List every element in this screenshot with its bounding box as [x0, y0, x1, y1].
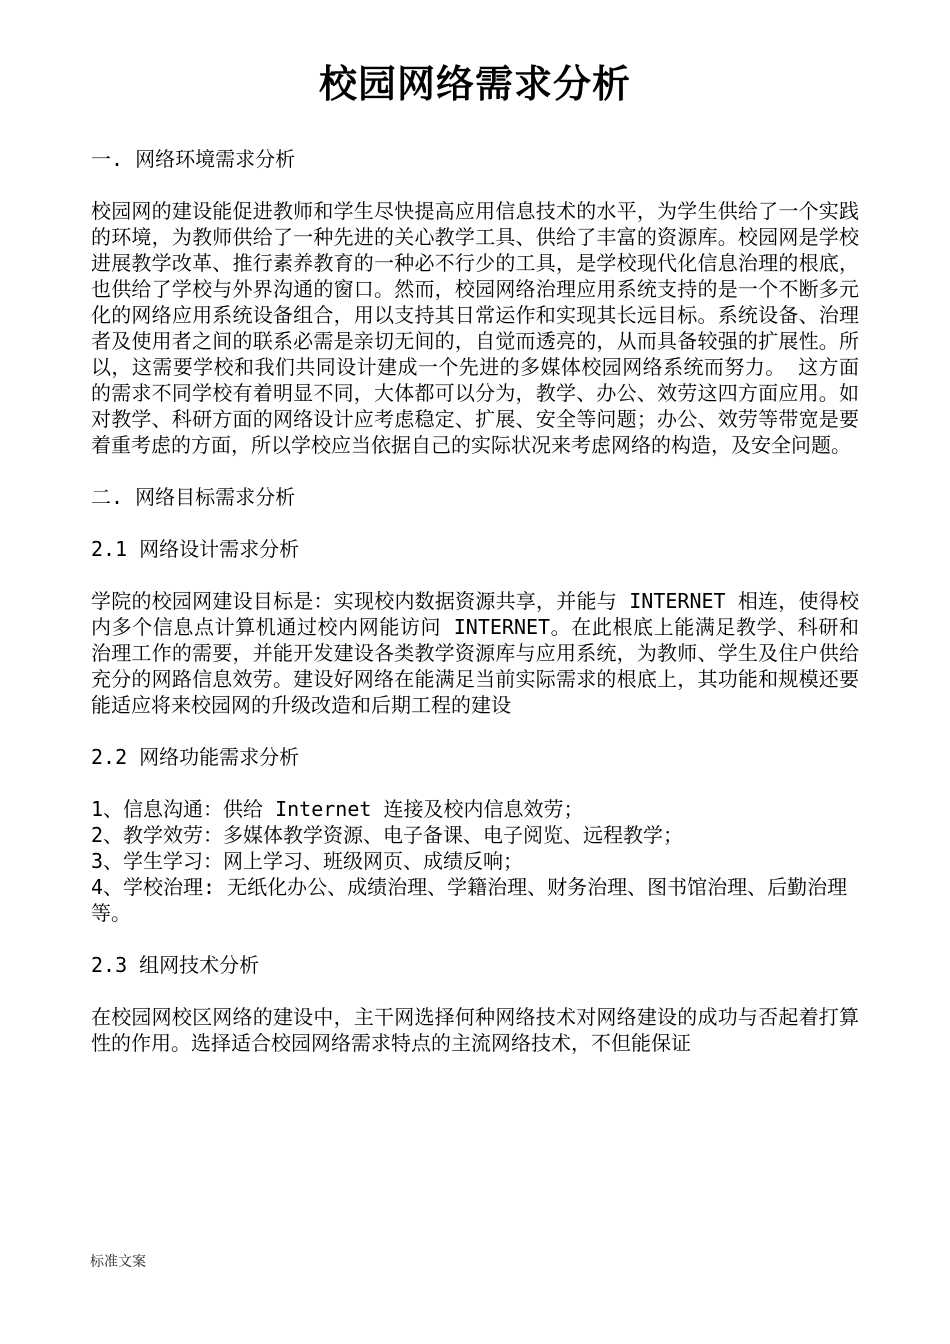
document-body	[91, 146, 859, 1082]
subsection-heading-2-3: 2.3 组网技术分析	[91, 953, 260, 977]
subsection-heading-2-2: 2.2 网络功能需求分析	[91, 745, 300, 769]
page-footer: 标准文案	[90, 1254, 146, 1270]
paragraph-network-environment: 校园网的建设能促进教师和学生尽快提高应用信息技术的水平，为学生供给了一个实践的环境，为教师供给了一种先进的关心教学工具、供给了丰富的资源库。校园网是学校进展教学改革、推行素养教育的一种必不行少的工具，是学校现代化信息治理的根底，也供给了学校与外界沟通的窗口。然而，校园网络治理应用系统支持的是一个不断多元化的网络应用系统设备组合，用以支持其日常运作和实现其长远目标。系统设备、治理者及使用者之间的联系必需是亲切无间的，自觉而透亮的，从而具备较强的扩展性。所以，这需要学校和我们共同设计建成一个先进的多媒体校园网络系统而努力。 这方面的需求不同学校有着明显不同，大体都可以分为，教学、办公、效劳这四方面应用。如对教学、科研方面的网络设计应考虑稳定、扩展、安全等问题；办公、效劳等带宽是要着重考虑的方面，所以学校应当依据自己的实际状况来考虑网络的构造，及安全问题。	[91, 199, 859, 457]
function-requirements-list	[91, 796, 859, 926]
list-item: 2、教学效劳：多媒体教学资源、电子备课、电子阅览、远程教学；	[91, 823, 684, 847]
paragraph-network-design: 学院的校园网建设目标是：实现校内数据资源共享，并能与 INTERNET 相连，使得校内多个信息点计算机通过校内网能访问 INTERNET。在此根底上能满足教学、科研和治理工作的需要，并能开发建设各类教学资源库与应用系统，为教师、学生及住户供给充分的网路信息效劳。建设好网络在能满足当前实际需求的根底上，其功能和规模还要能适应将来校园网的升级改造和后期工程的建设	[91, 589, 859, 717]
list-item: 4、学校治理: 无纸化办公、成绩治理、学籍治理、财务治理、图书馆治理、后勤治理等。	[91, 875, 848, 925]
paragraph-networking-technology: 在校园网校区网络的建设中，主干网选择何种网络技术对网络建设的成功与否起着打算性的作用。选择适合校园网络需求特点的主流网络技术，不但能保证	[91, 1005, 859, 1055]
list-item: 3、学生学习：网上学习、班级网页、成绩反响；	[91, 849, 524, 873]
list-item: 1、信息沟通：供给 Internet 连接及校内信息效劳；	[91, 797, 584, 821]
section-heading-2: 二. 网络目标需求分析	[91, 485, 296, 509]
page-title: 校园网络需求分析	[318, 62, 631, 106]
section-heading-1: 一. 网络环境需求分析	[91, 147, 296, 171]
subsection-heading-2-1: 2.1 网络设计需求分析	[91, 537, 300, 561]
